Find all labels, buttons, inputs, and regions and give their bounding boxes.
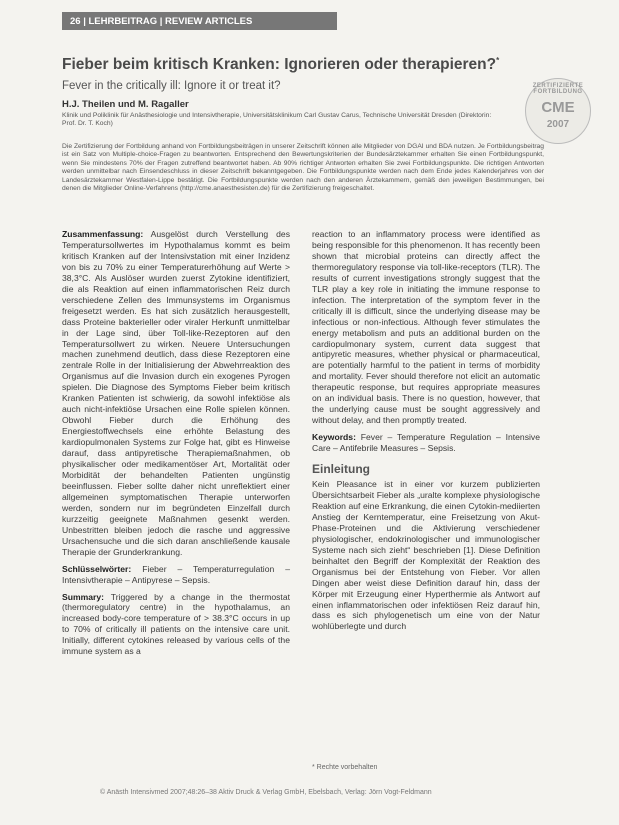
keywords-de-text: Fieber – Temperaturregulation – Intensivtherapie – Antipyrese – Sepsis. xyxy=(62,563,290,585)
cme-seal-year: 2007 xyxy=(546,119,570,130)
summary-en xyxy=(62,592,290,658)
article-subtitle: Fever in the critically ill: Ignore it or treat it? xyxy=(62,80,281,92)
cme-intro-text: Die Zertifizierung der Fortbildung anhand von Fortbildungsbeiträgen in unserer Zeitschrift können alle Mitglieder von DGAI und BDA nutzen. Je Fortbildungsbeitrag ist ein Satz von Multiple-choice-Fragen zu beantworten. Entsprechend den Bewertungskriterien der Bundesärztekammer erhalten Sie einen Fortbildungspunkt, wenn Sie mindestens 70% der Fragen zutreffend beantwortet haben. Ab 90% richtiger Antworten erhalten Sie zwei Fortbildungspunkte. Die richtigen Antworten werden unmittelbar nach Einsendeschluss in dieser Zeitschrift bekanntgegeben. Die Fortbildungspunkte werden nach dem Ende jedes Kalenderjahres von der Landesärztekammer Westfalen-Lippe bestätigt. Die Fortbildungspunkte werden nach den anderen Ärztekammern, gemäß den jeweiligen Bestimmungen, bei denen die Mitglieder Online-Verfahrens (http://cme.anaesthesisten.de) für die Zertifizierung freigeschaltet. xyxy=(62,143,544,193)
summary-de-label: Zusammenfassung: xyxy=(62,229,144,239)
journal-header-bar xyxy=(62,12,337,30)
left-column xyxy=(62,229,290,663)
keywords-en-text: Fever – Temperature Regulation – Intensive Care – Antifebrile Measures – Sepsis. xyxy=(312,432,540,454)
summary-de-text: Ausgelöst durch Verstellung des Temperatursollwertes im Hypothalamus kommt es beim kritisch Kranken auf der Intensivstation mit einer Inzidenz von bis zu 70% zu einer Temperaturerhöhung auf Werte > 38,3°C. Als Auslöser wurden zuerst Zytokine identifiziert, die als Reaktion auf einen inflammatorischen Reiz durch verschiedene Zellen des Immunsystems im Organismus freigesetzt werden. Es hat sich zusätzlich herausgestellt, dass Proteine bakterieller oder viraler Herkunft unmittelbar in der Lage sind, über Toll-like-Rezeptoren auf den Temperatursollwert zu wirken. Neuere Untersuchungen machen zunehmend deutlich, dass diese Rezeptoren eine zentrale Rolle in der Initialisierung der Abwehrreaktion des Organismus auf die Invasion durch ein exogenes Pyrogen spielen. Die Diagnose des Symptoms Fieber beim kritisch Kranken Patienten ist schwierig, da sowohl infektiöse als auch nicht-infektiöse Ursachen eine Rolle spielen können. Obwohl Fieber durch die Erhöhung des Energiestoffwechsels eine erhöhte Belastung des kardiopulmonalen Systems zur Folge hat, gibt es Hinweise darauf, dass antipyretische Therapiemaßnahmen, ob physikalischer oder medikamentöser Art, Mortalität oder Morbidität der behandelten Patienten ungünstig beeinflussen. Fieber sollte daher nicht unreflektiert einer allgemeinen symptomatischen Therapie unterworfen werden, sondern nur im begründeten Einzelfall durch kurzzeitig geeignete Maßnahmen gesenkt werden. Unbestritten bleiben jedoch die rasche und aggressive Ursachensuche und die sich daran anschließende kausale Therapie der Grunderkrankung. xyxy=(62,229,290,557)
keywords-de-label: Schlüsselwörter: xyxy=(62,563,132,574)
cme-seal xyxy=(525,78,591,144)
cme-seal-ring-text: ZERTIFIZIERTE FORTBILDUNG xyxy=(532,83,584,95)
article-authors: H.J. Theilen und M. Ragaller xyxy=(62,99,189,110)
summary-en-text: Triggered by a change in the thermostat (thermoregulatory centre) in the hypothalamus, an increased body-core temperature of > 38.3°C occurs in up to 70% of critically ill patients on the intensive care unit. Initially, different cytokines released by various cells of the immune system as a xyxy=(62,591,290,657)
intro-paragraph: Kein Pleasance ist in einer vor kurzem publizierten Übersichtsarbeit Fieber als „uralte komplexe physiologische Reaktion auf eine Erkrankung, die einen Cytokin-mediierten Anstieg der Kerntemperatur, eine Freisetzung von Akut-Phase-Proteinen und die Aktivierung verschiedener physiologischer, endokrinologischer und immunologischer Systeme nach sich zieht“ beschrieben [1]. Diese Definition beinhaltet den Begriff der Komplexität der Reaktion des Organismus bei der Entstehung von Fieber. Vor allen Dingen aber weist diese Definition darauf hin, dass der Körper mit Erzeugung einer Hyperthermie als Antwort auf einen inflammatorischen oder infektiösen Reiz darauf hin, dass es sich phylogenetisch um eine von der Natur wohlüberlegte und durch xyxy=(312,479,540,632)
right-column xyxy=(312,229,540,638)
keywords-en-label: Keywords: xyxy=(312,432,356,443)
article-title xyxy=(62,56,542,74)
title-footnote-mark: * xyxy=(496,56,500,65)
summary-en-continued: reaction to an inflammatory process were identified as being responsible for this phenomenon. It has recently been shown that microbial proteins can directly affect the thermoregulatory response via toll-like-receptors (TLR). The results of current investigations strongly suggest that the TLR play a key role in initiating the immune response to infection. The interpretation of the symptom fever in the critically ill is difficult, since the underlying disease may be infectious or non-infectious. Although fever stimulates the energy metabolism and puts an additional burden on the cardiopulmonary system, current data suggest that antipyretic measures, whether physical or pharmaceutical, are potentially harmful to the patient in terms of morbidity and mortality. Fever should therefore not elicit an automatic therapeutic response, but requires appropriate measures on an individual basis. There is no question, however, that the underlying cause must be sought aggressively and without delay, and then promptly treated. xyxy=(312,229,540,426)
author-affiliation: Klinik und Poliklinik für Anästhesiologie und Intensivtherapie, Universitätsklinikum Carl Gustav Carus, Technische Universität Dresden (Direktorin: Prof. Dr. T. Koch) xyxy=(62,112,492,128)
cme-seal-word: CME xyxy=(541,99,575,116)
page-footer: © Anästh Intensivmed 2007;48:26–38 Aktiv Druck & Verlag GmbH, Ebelsbach, Verlag: Jörn Vogt-Feldmann xyxy=(100,789,432,796)
journal-header-text: 26 | LEHRBEITRAG | REVIEW ARTICLES xyxy=(70,15,253,27)
article-title-text: Fieber beim kritisch Kranken: Ignorieren oder therapieren? xyxy=(62,56,497,74)
keywords-en xyxy=(312,432,540,454)
footnote: * Rechte vorbehalten xyxy=(312,764,378,771)
keywords-de xyxy=(62,564,290,586)
section-heading-einleitung: Einleitung xyxy=(312,462,370,477)
summary-de xyxy=(62,229,290,558)
summary-en-label: Summary: xyxy=(62,591,105,602)
